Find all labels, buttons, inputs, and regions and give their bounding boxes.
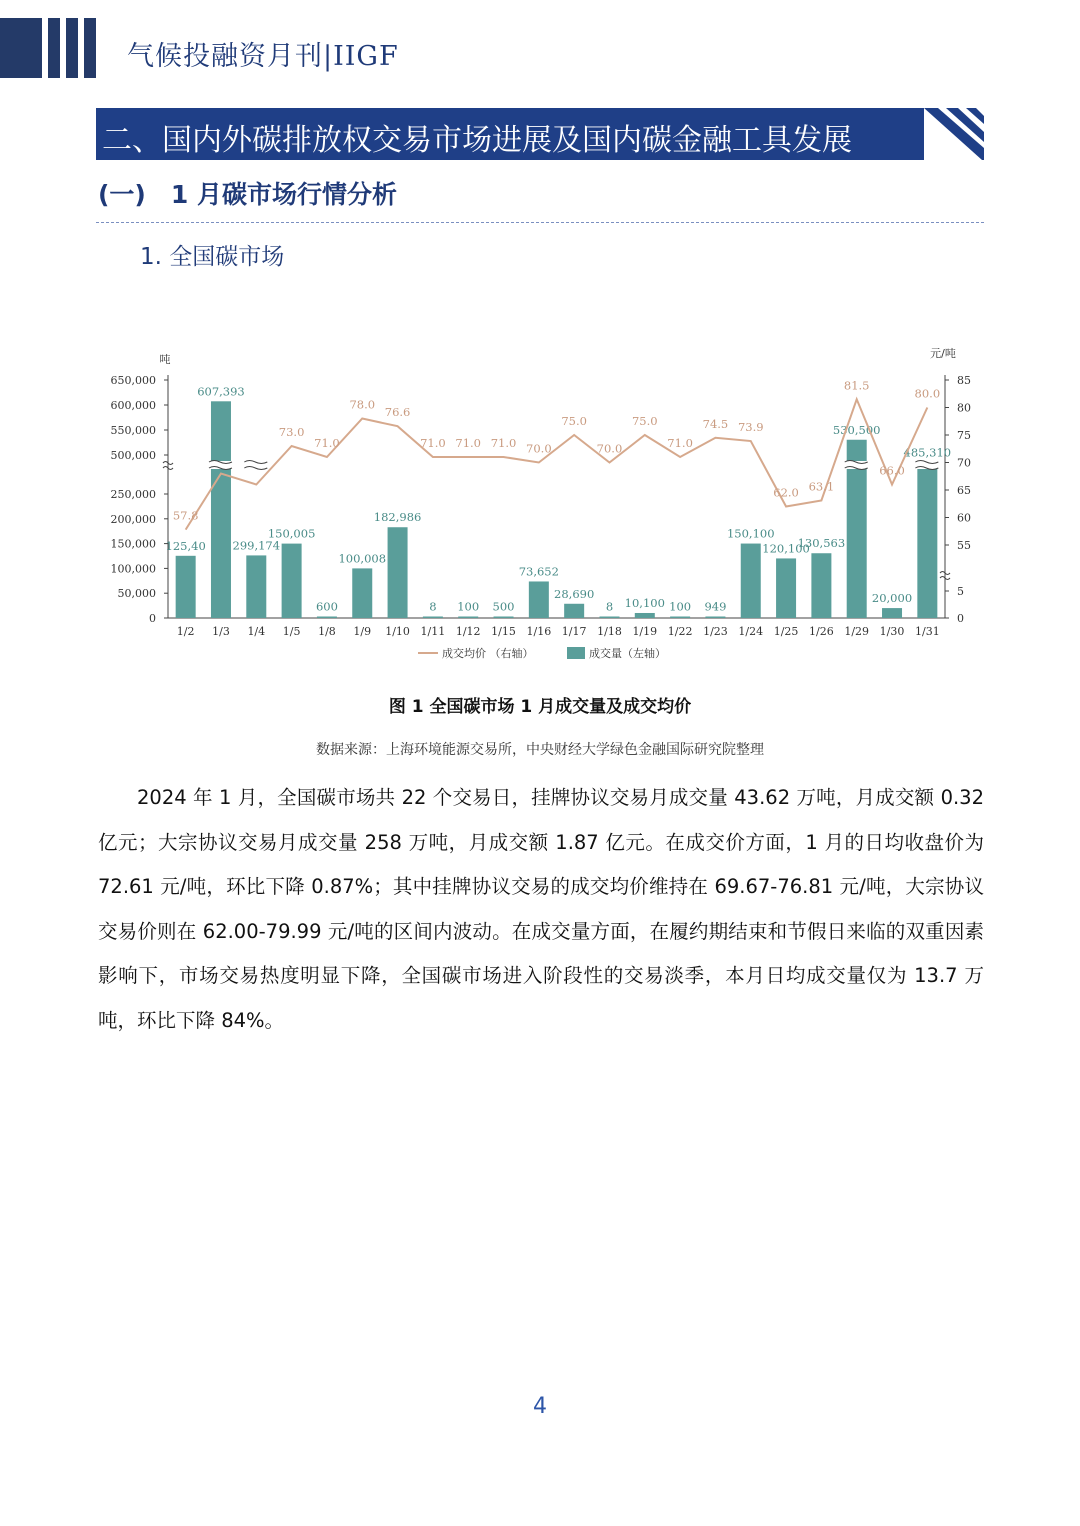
x-tick-label: 1/25 <box>773 625 799 638</box>
price-label: 57.8 <box>172 508 199 523</box>
volume-label: 10,100 <box>624 595 665 610</box>
x-tick-label: 1/15 <box>491 625 516 638</box>
volume-bar <box>599 617 619 619</box>
volume-label: 8 <box>605 599 614 614</box>
volume-label: 125,40 <box>165 538 206 553</box>
price-label: 70.0 <box>596 441 623 456</box>
price-label: 71.0 <box>455 436 482 450</box>
volume-bar <box>494 617 514 619</box>
legend-bar-label: 成交量（左轴） <box>589 647 666 660</box>
left-tick-label: 100,000 <box>110 562 156 576</box>
x-tick-label: 1/30 <box>879 625 905 638</box>
x-tick-label: 1/24 <box>738 625 764 638</box>
dashed-divider <box>96 222 984 223</box>
left-axis-unit: 吨 <box>159 353 171 366</box>
volume-label: 100,008 <box>338 551 387 566</box>
volume-label: 8 <box>429 599 437 614</box>
subsection-title: (一) 1 月碳市场行情分析 <box>98 180 397 209</box>
x-tick-label: 1/11 <box>420 625 446 638</box>
x-tick-label: 1/23 <box>703 625 728 638</box>
right-tick-label: 75 <box>957 429 971 442</box>
price-label: 66.0 <box>879 463 905 478</box>
left-tick-label: 50,000 <box>117 587 156 601</box>
price-label: 62.0 <box>773 485 799 500</box>
volume-label: 28,690 <box>554 586 595 601</box>
volume-bar <box>635 613 655 618</box>
price-label: 80.0 <box>914 386 941 401</box>
right-tick-label: 70 <box>957 456 971 470</box>
volume-label: 600 <box>315 599 338 614</box>
volume-bar <box>741 544 761 618</box>
volume-label: 150,005 <box>267 526 316 541</box>
price-label: 73.0 <box>278 425 305 439</box>
x-tick-label: 1/8 <box>318 625 336 638</box>
volume-bar <box>388 527 408 618</box>
volume-label: 120,100 <box>762 541 810 556</box>
volume-label: 182,986 <box>373 510 422 525</box>
volume-label: 500 <box>492 599 515 614</box>
price-line <box>186 399 928 529</box>
volume-bar <box>529 581 549 618</box>
volume-bar <box>564 604 584 618</box>
price-label: 70.0 <box>526 441 552 456</box>
left-tick-label: 550,000 <box>110 424 156 437</box>
volume-bar <box>458 617 478 619</box>
x-tick-label: 1/26 <box>809 625 834 638</box>
volume-bar <box>176 556 196 618</box>
volume-bar <box>917 462 937 618</box>
volume-bar <box>705 617 725 619</box>
x-tick-label: 1/17 <box>561 625 587 638</box>
x-tick-label: 1/29 <box>844 625 870 638</box>
x-tick-label: 1/3 <box>212 625 230 638</box>
right-tick-label: 55 <box>957 539 971 552</box>
right-tick-label: 80 <box>957 401 971 415</box>
left-tick-label: 650,000 <box>110 374 156 387</box>
price-label: 78.0 <box>349 397 376 412</box>
x-tick-label: 1/31 <box>914 625 940 638</box>
volume-price-chart <box>90 335 990 670</box>
volume-bar <box>211 401 231 618</box>
volume-bar <box>670 617 690 619</box>
figure-caption: 图 1 全国碳市场 1 月成交量及成交均价 <box>388 697 692 717</box>
left-tick-label: 600,000 <box>110 399 156 412</box>
x-tick-label: 1/9 <box>353 625 372 638</box>
volume-label: 299,174 <box>232 538 281 553</box>
brand-title: 气候投融资月刊|IIGF <box>127 41 399 72</box>
right-tick-label: 60 <box>957 511 971 525</box>
x-tick-label: 1/12 <box>455 625 481 638</box>
price-label: 71.0 <box>667 436 693 450</box>
left-tick-label: 250,000 <box>110 488 156 501</box>
body-paragraph: 2024 年 1 月，全国碳市场共 22 个交易日，挂牌协议交易月成交量 43.62 万吨，月成交额 0.32 亿元；大宗协议交易月成交量 258 万吨，月成交额 1.87 亿元。在成交价方面，1 月的日均收盘价为 72.61 元/吨，环比下降 0.87%；其中挂牌协议交易的成交均价维持在 69.67-76.81 元/吨，大宗协议交易价则在 62.00-79.99 元/吨的区间内波动。在成交量方面，在履约期结束和节假日来临的双重因素影响下，市场交易热度明显下降，全国碳市场进入阶段性的交易淡季，本月日均成交量仅为 13.7 万吨，环比下降 84%。 <box>98 786 984 1032</box>
figure-source: 数据来源：上海环境能源交易所，中央财经大学绿色金融国际研究院整理 <box>316 742 764 758</box>
left-tick-label: 0 <box>149 612 156 625</box>
section-banner <box>96 108 984 160</box>
left-tick-label: 200,000 <box>110 512 156 526</box>
price-label: 75.0 <box>631 414 658 428</box>
volume-bar <box>776 558 796 618</box>
volume-bar <box>352 568 372 618</box>
x-tick-label: 1/22 <box>667 625 693 638</box>
x-tick-label: 1/18 <box>597 625 622 638</box>
volume-label: 130,563 <box>797 536 846 551</box>
volume-label: 100 <box>457 599 480 614</box>
left-tick-label: 500,000 <box>110 449 156 462</box>
volume-bar <box>811 553 831 618</box>
banner-stripes-decor <box>924 108 984 160</box>
volume-bar <box>423 617 443 619</box>
price-label: 71.0 <box>314 436 340 450</box>
volume-label: 530,500 <box>832 422 881 437</box>
price-label: 81.5 <box>843 378 870 393</box>
right-tick-label: 85 <box>957 374 971 387</box>
subsubsection-title: 1. 全国碳市场 <box>140 244 285 270</box>
legend-line-label: 成交均价 （右轴） <box>442 647 534 660</box>
x-tick-label: 1/10 <box>385 625 410 638</box>
right-tick-label: 65 <box>957 484 971 497</box>
section-title: 二、国内外碳排放权交易市场进展及国内碳金融工具发展 <box>102 123 852 158</box>
volume-label: 949 <box>704 599 727 614</box>
price-label: 73.9 <box>737 420 764 435</box>
x-tick-label: 1/4 <box>247 625 266 638</box>
volume-label: 73,652 <box>518 564 559 579</box>
x-tick-label: 1/2 <box>176 625 195 638</box>
x-tick-label: 1/5 <box>282 625 301 638</box>
left-tick-label: 150,000 <box>110 537 156 551</box>
volume-bar <box>317 617 337 619</box>
price-label: 76.6 <box>384 405 411 420</box>
price-label: 74.5 <box>702 416 729 431</box>
price-label: 71.0 <box>490 436 517 450</box>
x-tick-label: 1/19 <box>632 625 658 638</box>
legend-bar-swatch <box>567 647 585 659</box>
volume-label: 100 <box>669 599 692 614</box>
right-tick-label: 0 <box>957 612 964 625</box>
x-tick-label: 1/16 <box>526 625 552 638</box>
right-axis-unit: 元/吨 <box>930 347 956 360</box>
volume-label: 485,310 <box>903 445 952 460</box>
volume-label: 607,393 <box>197 384 245 399</box>
volume-bar <box>282 544 302 618</box>
right-tick-label: 5 <box>957 585 964 598</box>
volume-label: 20,000 <box>871 591 913 606</box>
volume-label: 150,100 <box>726 526 775 541</box>
volume-bar <box>246 555 266 618</box>
price-label: 71.0 <box>420 436 446 450</box>
page-number: 4 <box>533 1394 547 1419</box>
volume-bar <box>882 608 902 618</box>
price-label: 63.1 <box>808 479 835 494</box>
price-label: 75.0 <box>561 414 587 428</box>
